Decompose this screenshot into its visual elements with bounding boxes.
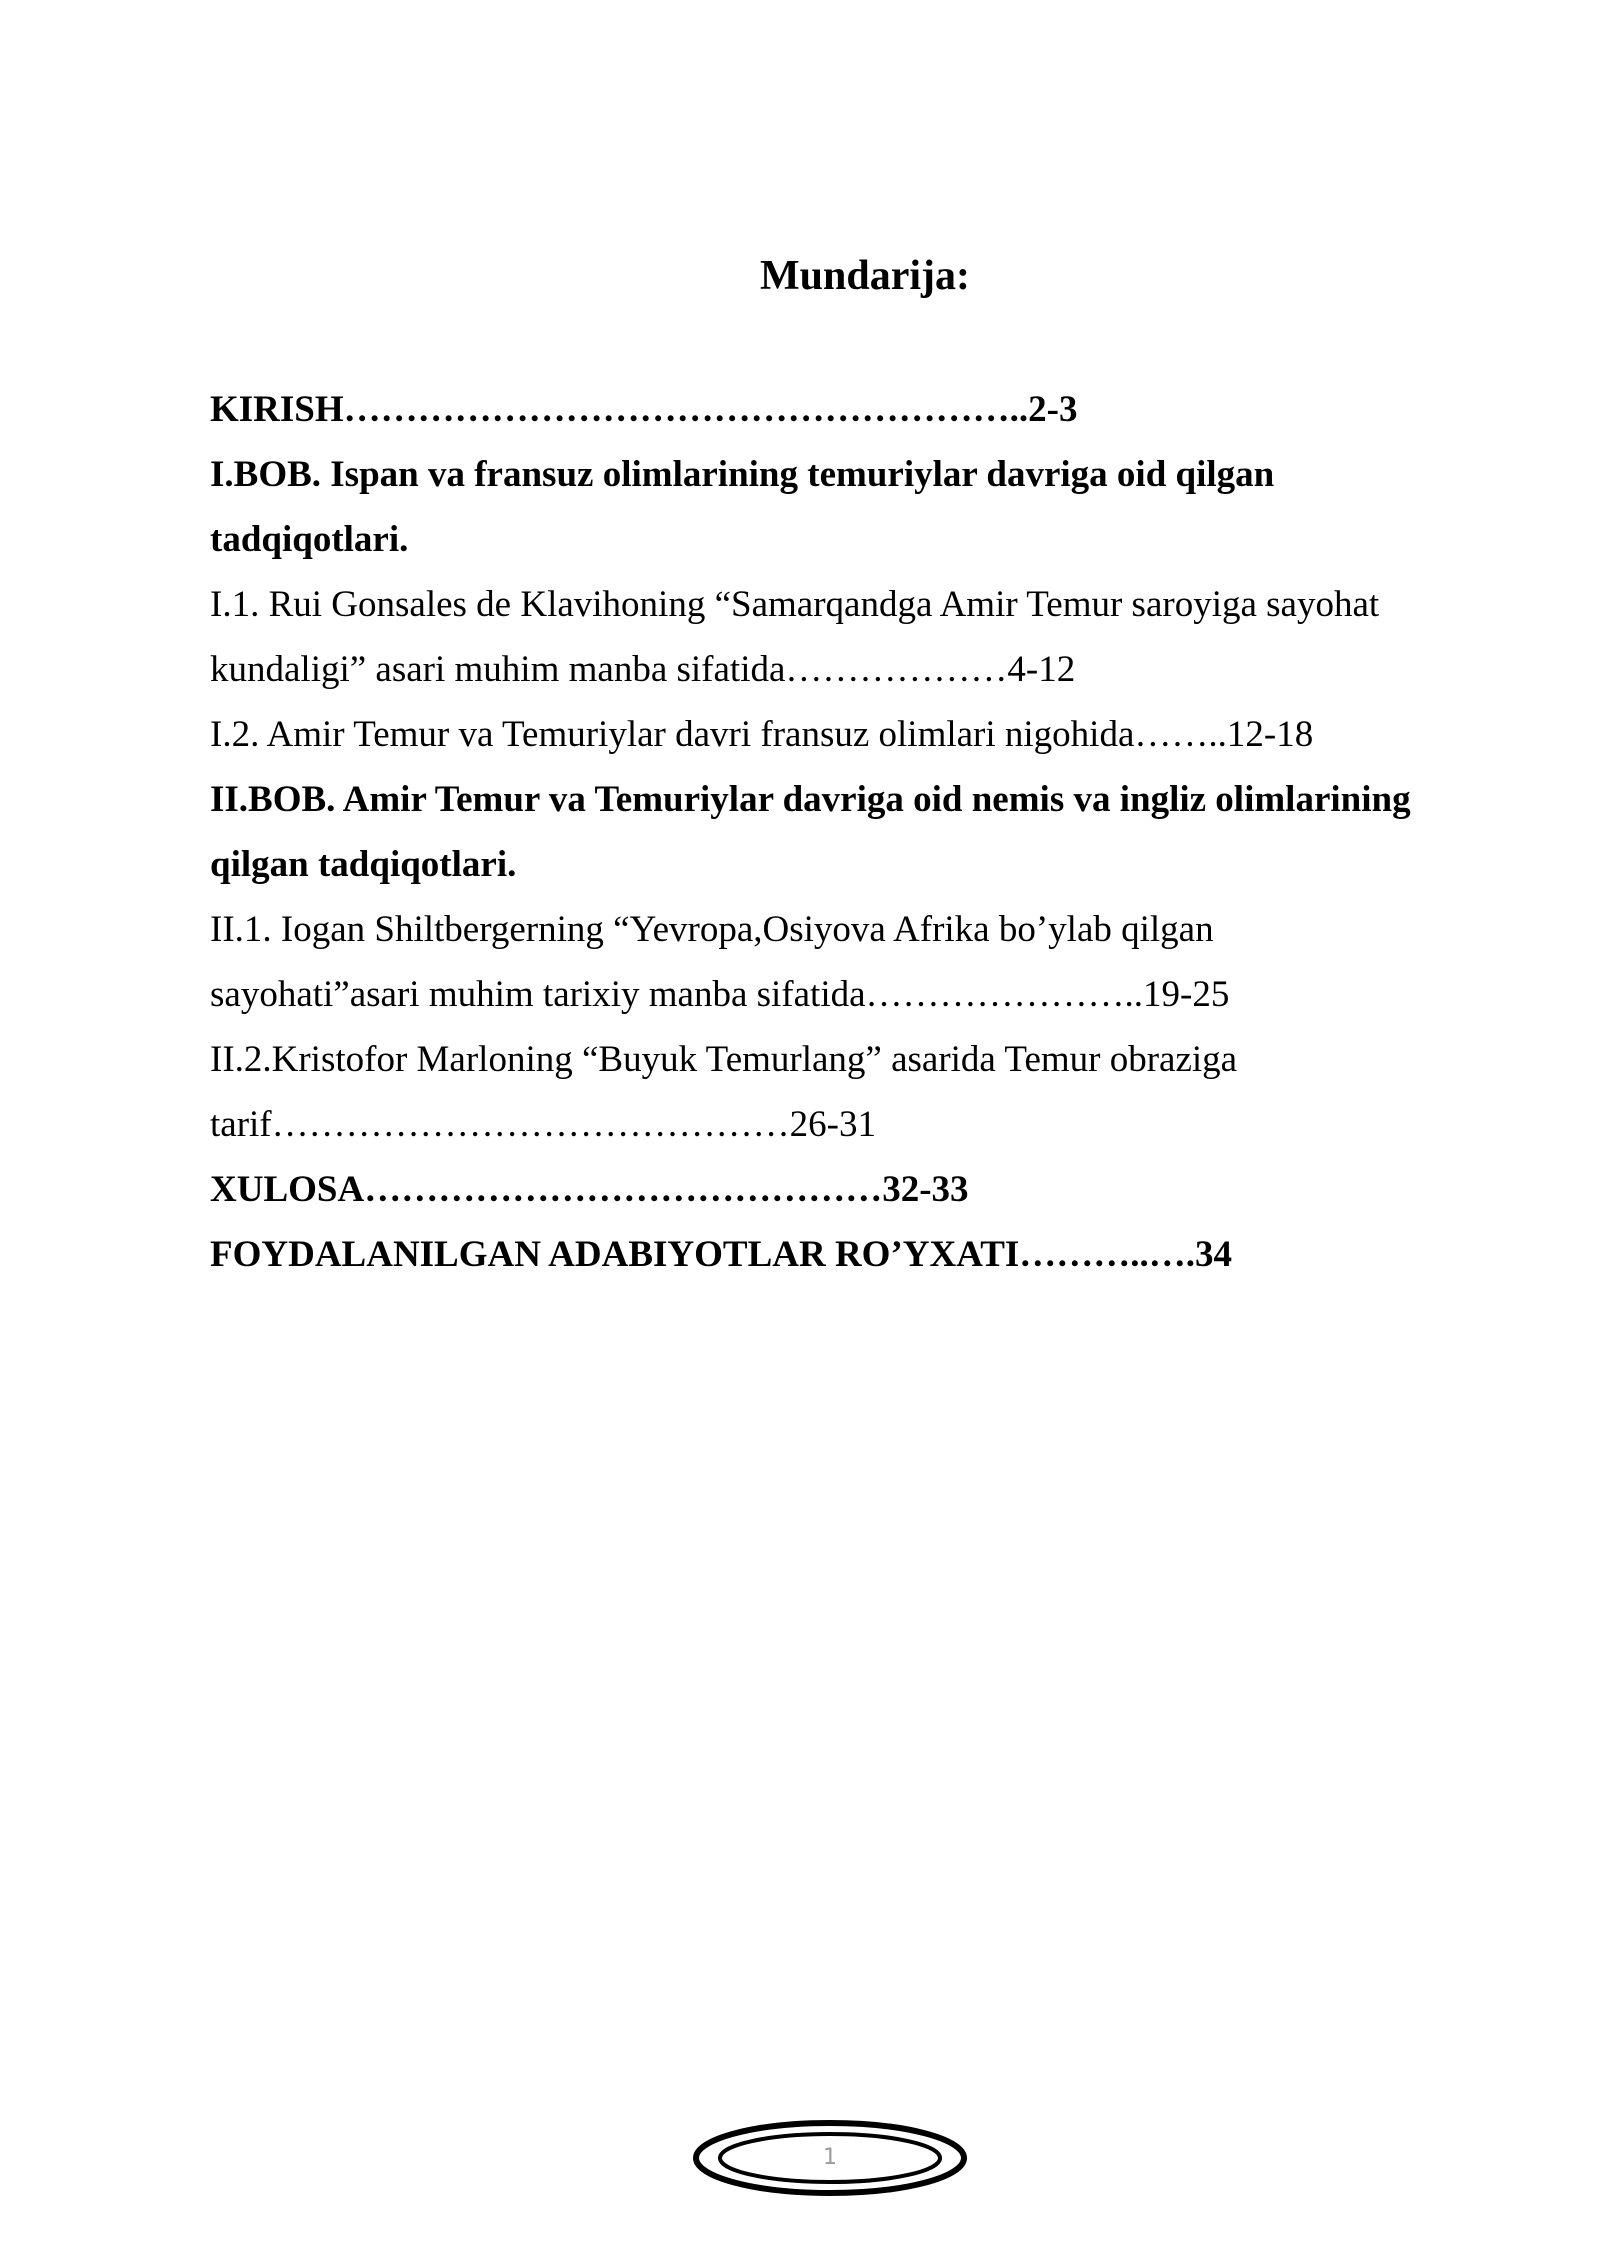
toc-entry-xulosa: XULOSA……………………………………32-33: [210, 1169, 969, 1210]
toc-entry-chapter-1-heading: I.BOB. Ispan va fransuz olimlarining temuriylar davriga oid qilgan: [210, 454, 1275, 495]
page-number-badge: [690, 2118, 970, 2198]
toc-entry-chapter-2-heading: II.BOB. Amir Temur va Temuriylar davriga oid nemis va ingliz olimlarining: [210, 779, 1411, 820]
toc-entry-section-2-1-cont: sayohati”asari muhim tarixiy manba sifatida…………………..19-25: [210, 974, 1230, 1015]
toc-entry-kirish: KIRISH………………………………………………..2-3: [210, 389, 1078, 430]
toc-entry-section-2-2: II.2.Kristofor Marloning “Buyuk Temurlang” asarida Temur obraziga: [210, 1039, 1238, 1080]
page-number: 1: [823, 2145, 837, 2170]
page-title: Mundarija:: [760, 253, 970, 299]
toc-entry-bibliography: FOYDALANILGAN ADABIYOTLAR RO’YXATI………..….34: [210, 1234, 1233, 1275]
table-of-contents: [210, 377, 1510, 1287]
toc-entry-section-1-1: I.1. Rui Gonsales de Klavihoning “Samarqandga Amir Temur saroyiga sayohat: [210, 584, 1380, 625]
toc-entry-section-1-2: I.2. Amir Temur va Temuriylar davri fransuz olimlari nigohida……..12-18: [210, 714, 1314, 755]
toc-entry-section-2-2-cont: tarif……………………………………26-31: [210, 1104, 876, 1145]
toc-entry-chapter-2-heading-cont: qilgan tadqiqotlari.: [210, 844, 517, 885]
toc-entry-chapter-1-heading-cont: tadqiqotlari.: [210, 519, 409, 560]
toc-entry-section-2-1: II.1. Iogan Shiltbergerning “Yevropa,Osiyova Afrika bo’ylab qilgan: [210, 909, 1214, 950]
toc-entry-section-1-1-cont: kundaligi” asari muhim manba sifatida………………4-12: [210, 649, 1076, 690]
